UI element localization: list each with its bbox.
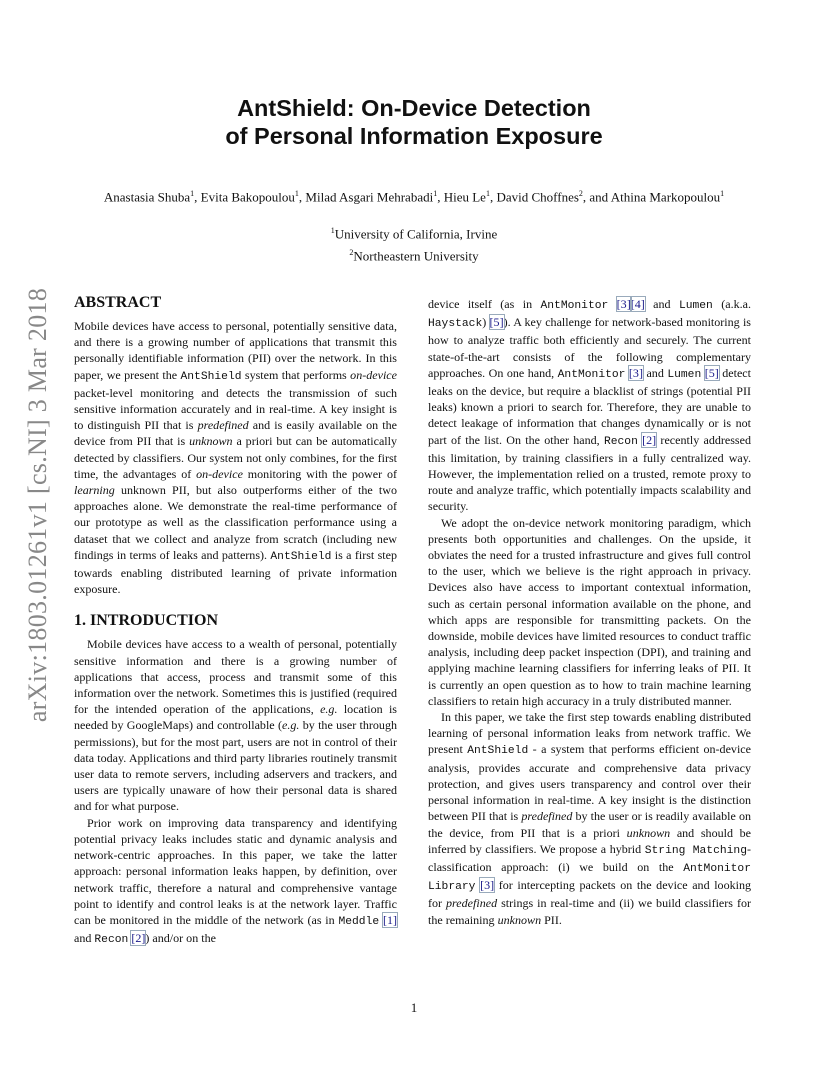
- author-name: Milad Asgari Mehrabadi: [305, 189, 434, 205]
- page-number: 1: [410, 1000, 418, 1015]
- citation-link[interactable]: [4]: [630, 297, 645, 311]
- and-word: and: [589, 189, 609, 205]
- intro-paragraph-2: Prior work on improving data transparency and identifying potential privacy leaks includes static and dynamic analysis and network-centric approaches. In this paper, we take the latter approach: personal information leaks happen, by definition, over network traffic, therefore a natural and comprehensive vantage point to identify and control leaks is at the network layer. Traffic can be monitored in the middle of the network (as in Meddle [1] and Recon [2]) and/or on the: [74, 815, 397, 947]
- citation-link[interactable]: [1]: [382, 912, 397, 927]
- author-name: Athina Markopoulou: [610, 189, 721, 205]
- author-affil-sup: 1: [485, 189, 490, 198]
- citation-link[interactable]: [3]: [628, 365, 643, 380]
- author-name: Anastasia Shuba: [103, 189, 191, 205]
- citation-link[interactable]: [2]: [131, 931, 146, 946]
- citation-link[interactable]: [3]: [480, 878, 495, 893]
- introduction-heading: 1. INTRODUCTION: [74, 612, 219, 630]
- intro-paragraph-4: In this paper, we take the first step towards enabling distributed learning of personal information leaks from network traffic. We present AntShield - a system that performs efficient on-device analysis, provides accurate and comprehensive data privacy protection, and gives users transparency and control over their personal information in real-time. A key insight is the distinction between PII that is predefined by the user or is readily available on the device, from PII that is a priori unknown and should be inferred by classifiers. We propose a hybrid String Matching-classification approach: (i) we build on the AntMonitor Library [3] for intercepting packets on the device and looking for predefined strings in real-time and (ii) we build classifiers for the remaining unknown PII.: [428, 710, 752, 927]
- abstract-paragraph: Mobile devices have access to personal, potentially sensitive data, and there is a growing number of applications that transmit this personally identifiable information (PII) over the network. In this paper, we present the AntShield system that performs on-device packet-level monitoring and detects the transmission of such sensitive information accurately and in real-time. A key insight is to distinguish PII that is predefined and is easily available on the device from PII that is unknown a priori but can be automatically detected by classifiers. Our system not only combines, for the first time, the advantages of on-device monitoring with the power of learning unknown PII, but also outperforms either of the two approaches alone. We demonstrate the real-time performance of our prototype as well as the classification performance using a dataset that we collect and analyze from scratch (including new findings in terms of leaks and patterns). AntShield is a first step towards enabling distributed learning of private information exposure.: [74, 319, 398, 597]
- title-line-1: AntShield: On-Device Detection: [237, 95, 591, 121]
- author-affil-sup: 1: [190, 189, 195, 198]
- arxiv-identifier: [18, 287, 58, 723]
- citation-link[interactable]: [2]: [642, 432, 657, 447]
- affil-sup: 1: [330, 226, 335, 235]
- affiliation-1: [0, 226, 828, 242]
- affil-name: Northeastern University: [353, 248, 479, 264]
- author-affil-sup: 1: [433, 189, 438, 198]
- affil-sup: 2: [349, 248, 354, 257]
- left-column: [74, 294, 397, 948]
- author-affil-sup: 1: [294, 189, 299, 198]
- author-name: Evita Bakopoulou: [200, 189, 295, 205]
- title-line-2: of Personal Information Exposure: [225, 123, 603, 149]
- affil-name: University of California, Irvine: [334, 226, 498, 242]
- citation-link[interactable]: [3]: [616, 297, 631, 311]
- citation-link[interactable]: [5]: [704, 365, 719, 380]
- author-name: Hieu Le: [443, 189, 486, 205]
- author-list: Anastasia Shuba$^1$, Evita Bakopoulou$^1$, Milad Asgari Mehrabadi$^1$, Hieu Le$^1$, David Choffnes$^2$, and Athina Markopoulou$^1$: [103, 189, 725, 205]
- paper-title: [0, 94, 828, 150]
- author-name: David Choffnes: [496, 189, 579, 205]
- author-affil-sup: 2: [578, 189, 583, 198]
- author-affil-sup: 1: [720, 189, 725, 198]
- intro-paragraph-2-cont: device itself (as in AntMonitor [3][4] and Lumen (a.k.a. Haystack) [5]). A key challenge for network-based monitoring is how to analyze traffic both efficiently and securely. The current state-of-the-art consists of the following complementary approaches. On one hand, AntMonitor [3] and Lumen [5] detect leaks on the device, but require a blacklist of strings (potential PII leaks) known a priori to search for. Therefore, they are unable to detect leakage of information that changes dynamically or is not part of the list. On the other hand, Recon [2] recently addressed this limitation, by training classifiers in a fully centralized way. However, the implementation relied on a trusted, remote proxy to route and analyze traffic, which potentially impacts scalability and security.: [428, 297, 751, 514]
- intro-paragraph-1: Mobile devices have access to a wealth of personal, potentially sensitive information and there is a growing number of applications that access, process and transmit some of this information over the network. Sometimes this is justified (required for the intended operation of the applications, e.g. location is needed by GoogleMaps) and controllable (e.g. by the user through permissions), but for the most part, users are not in control of their data today. Applications and third party libraries routinely transmit user data to remote servers, including adservers and trackers, and users are typically unaware of how their personal data is shared and for what purpose.: [74, 637, 398, 814]
- intro-paragraph-3: We adopt the on-device network monitoring paradigm, which presents both opportunities and challenges. On the upside, it obviates the need for a trusted infrastructure and gives full control to the user, which we believe is the right approach in privacy. Devices also have access to important contextual information, such as certain personal information available on the phone, and which apps are responsible for transmitting packets. On the downside, mobile devices have limited resources to conduct traffic analysis, including deep packet inspection (DPI), and training and applying machine learning classifiers for inferring leaks of PII. It is currently an open question as to how to train machine learning classifiers to retain high accuracy in a truly distributed manner.: [428, 515, 751, 708]
- affiliation-2: [0, 248, 828, 264]
- citation-link[interactable]: [5]: [489, 315, 504, 330]
- abstract-heading: ABSTRACT: [74, 294, 162, 311]
- right-column: [428, 296, 751, 928]
- arxiv-id-text: arXiv:1803.01261v1 [cs.NI] 3 Mar 2018: [23, 287, 52, 723]
